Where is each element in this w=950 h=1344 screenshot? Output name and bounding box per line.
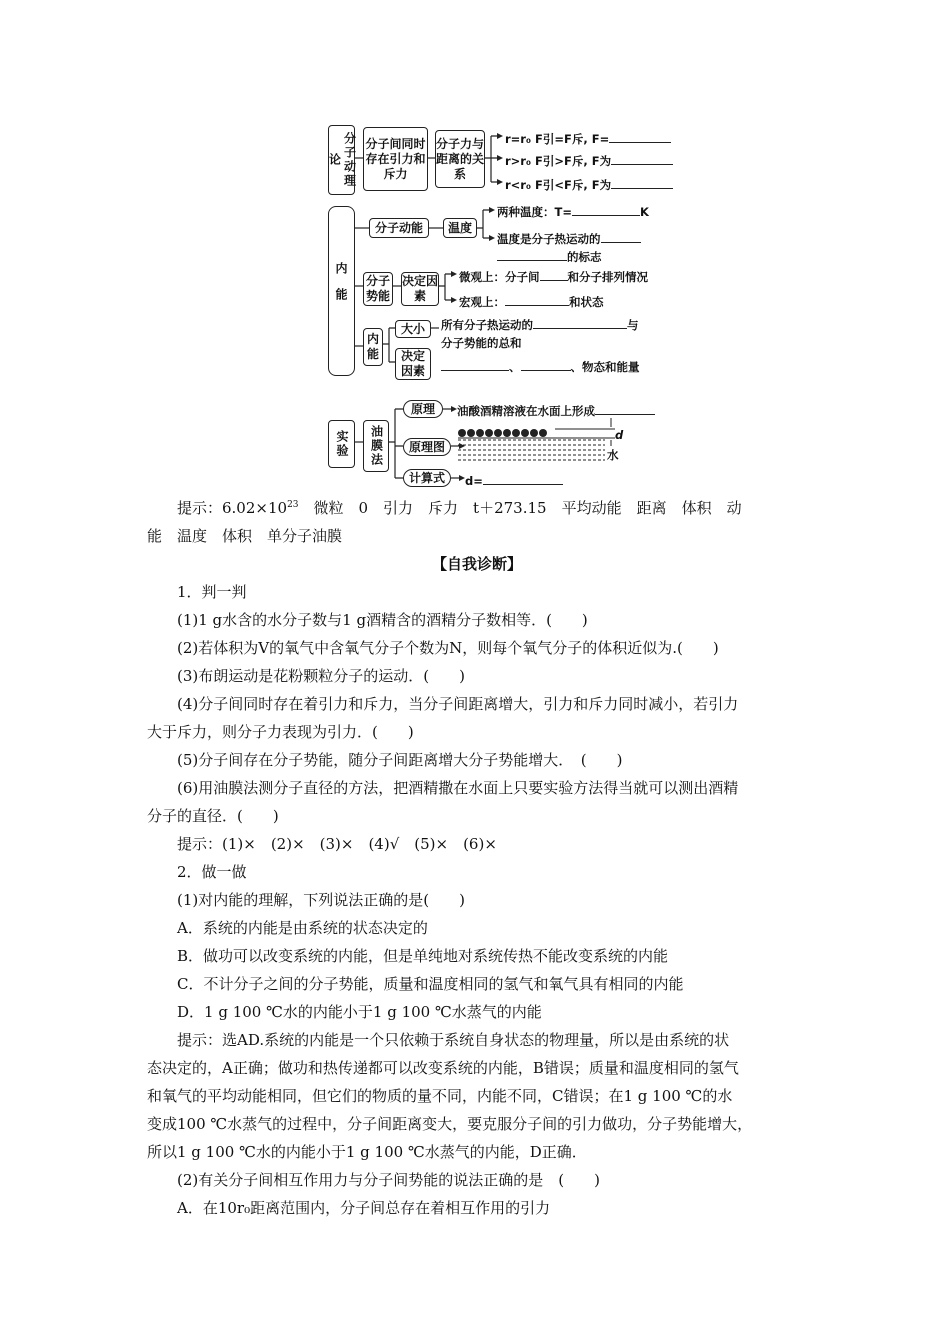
relation-equal: r=r₀ F引=F斥, F=	[505, 130, 671, 146]
oval-formula: 计算式	[403, 469, 451, 487]
section-internal-energy: 内能	[334, 262, 348, 314]
potential-macro: 宏观上： 和状态	[459, 295, 604, 309]
section-title: 【自我诊断】	[431, 555, 522, 573]
factor-text: 、 、物态和能量	[441, 358, 640, 374]
hint-answers-2: 提示：(1)× (2)× (3)× (4)√ (5)× (6)×	[177, 835, 497, 853]
temperature-sign-end: 的标志	[497, 248, 602, 264]
hint-3-line4: 变成100 ℃水蒸气的过程中，分子间距离变大，要克服分子间的引力做功，分子势能增大，	[147, 1115, 753, 1133]
judge-4: (4)分子间同时存在着引力和斥力，当分子间距离增大，引力和斥力同时减小，若引力	[177, 695, 739, 713]
section-molecular-theory: 分子动理论	[328, 125, 355, 195]
hint-3-line5: 所以1 g 100 ℃水的内能小于1 g 100 ℃水蒸气的内能，D正确．	[147, 1143, 587, 1161]
question-2-2-option-a: A．在10r₀距离范围内，分子间总存在着相互作用的引力	[177, 1199, 551, 1217]
judge-6: (6)用油膜法测分子直径的方法，把酒精撒在水面上只要实验方法得当就可以测出酒精	[177, 779, 739, 797]
label-water: 水	[607, 448, 619, 462]
box-temperature: 温度	[443, 218, 477, 238]
section-experiment: 实验	[328, 420, 355, 468]
judge-1: (1)1 g水含的水分子数与1 g酒精含的酒精分子数相等．( )	[177, 611, 588, 629]
hint-answers-1-line2: 能 温度 体积 单分子油膜	[147, 527, 343, 545]
question-2-1: (1)对内能的理解，下列说法正确的是( )	[177, 891, 465, 909]
option-c: C．不计分子之间的分子势能，质量和温度相同的氢气和氧气具有相同的内能	[177, 975, 684, 993]
principle-text: 油酸酒精溶液在水面上形成	[457, 402, 655, 418]
box-determining-factors-2: 决定因素	[395, 348, 431, 380]
hint-3-line1: 提示：选AD.系统的内能是一个只依赖于系统自身状态的物理量，所以是由系统的状	[177, 1031, 730, 1049]
potential-micro: 微观上：分子间 和分子排列情况	[459, 270, 648, 284]
formula-text: d=	[465, 472, 563, 488]
hint-3-line3: 和氧气的平均动能相同，但它们的物质的量不同，内能不同，C错误；在1 g 100 ℃的水	[147, 1087, 733, 1105]
judge-2: (2)若体积为V的氧气中含氧气分子个数为N，则每个氧气分子的体积近似为.( )	[177, 639, 719, 657]
box-internal-energy: 内能	[363, 328, 383, 366]
option-d: D．1 g 100 ℃水的内能小于1 g 100 ℃水蒸气的内能	[177, 1003, 542, 1021]
judge-5: (5)分子间存在分子势能，随分子间距离增大分子势能增大． ( )	[177, 751, 623, 769]
question-2-heading: 2．做一做	[177, 863, 247, 881]
oval-principle-diagram: 原理图	[403, 438, 451, 456]
oil-film-picture	[458, 418, 615, 460]
question-2-2: (2)有关分子间相互作用力与分子间势能的说法正确的是 ( )	[177, 1171, 600, 1189]
box-coexist-forces: 分子间同时存在引力和斥力	[363, 127, 428, 191]
box-kinetic-energy: 分子动能	[369, 218, 429, 238]
box-magnitude: 大小	[395, 320, 431, 338]
option-a: A．系统的内能是由系统的状态决定的	[177, 919, 428, 937]
magnitude-text-2: 分子势能的总和	[441, 336, 522, 350]
judge-3: (3)布朗运动是花粉颗粒分子的运动．( )	[177, 667, 465, 685]
box-potential-energy: 分子势能	[363, 272, 393, 306]
judge-6-line2: 分子的直径．( )	[147, 807, 279, 825]
box-determining-factors-1: 决定因素	[401, 272, 439, 306]
box-force-distance: 分子力与距离的关系	[435, 130, 485, 188]
temperature-sign: 温度是分子热运动的	[497, 230, 641, 246]
label-d: d	[615, 428, 624, 442]
option-b: B．做功可以改变系统的内能，但是单纯地对系统传热不能改变系统的内能	[177, 947, 669, 965]
hint-3-line2: 态决定的，A正确；做功和热传递都可以改变系统的内能，B错误；质量和温度相同的氢气	[147, 1059, 739, 1077]
relation-greater: r>r₀ F引>F斥, F为	[505, 152, 673, 168]
box-oil-film-method: 油膜法	[363, 420, 389, 472]
judge-4-line2: 大于斥力，则分子力表现为引力．( )	[147, 723, 414, 741]
magnitude-text: 所有分子热运动的 与	[441, 318, 639, 332]
hint-answers-1: 提示：$6.02\times 10^{23}$ 微粒 0 引力 斥力 t＋273.15 平均动能 距离 体积 动	[177, 499, 742, 517]
question-1-heading: 1．判一判	[177, 583, 247, 601]
oval-principle: 原理	[403, 400, 443, 418]
knowledge-diagram	[325, 122, 660, 492]
temperature-two-kinds: 两种温度：T= K	[497, 205, 649, 219]
relation-less: r<r₀ F引<F斥, F为	[505, 176, 673, 192]
